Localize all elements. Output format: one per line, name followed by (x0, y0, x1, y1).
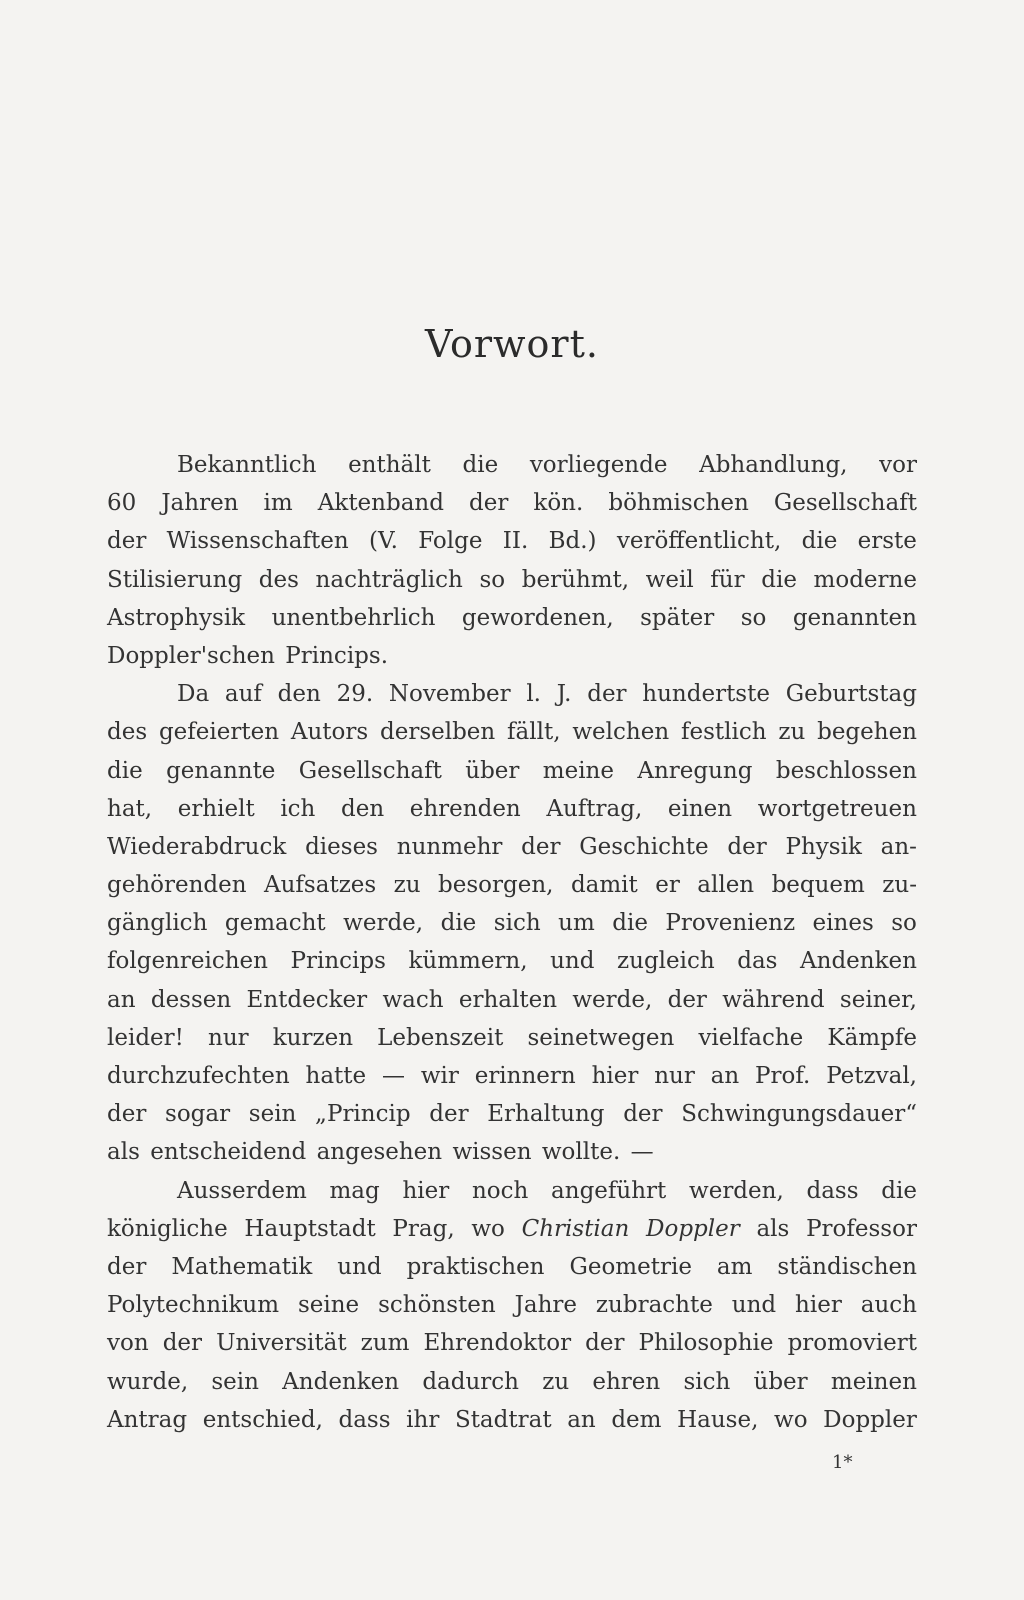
text-line: folgenreichen Princips kümmern, und zugleich das Andenken (107, 948, 917, 975)
text-line: leider! nur kurzen Lebenszeit seinetwegen vielfache Kämpfe (107, 1024, 917, 1051)
text-line: durchzufechten hatte — wir erinnern hier nur an Prof. Petzval, (107, 1063, 917, 1089)
text-line: gehörenden Aufsatzes zu besorgen, damit er allen bequem zu- (107, 872, 917, 899)
text-line: Wiederabdruck dieses nunmehr der Geschichte der Physik an- (107, 833, 917, 860)
text-line: gänglich gemacht werde, die sich um die Provenienz eines so (107, 910, 917, 937)
text-line: der sogar sein „Princip der Erhaltung der Schwingungsdauer“ (107, 1101, 917, 1128)
text-line: Da auf den 29. November l. J. der hundertste Geburtstag (177, 681, 917, 708)
text-line: der Mathematik und praktischen Geometrie am ständischen (107, 1253, 917, 1280)
text-line: 60 Jahren im Aktenband der kön. böhmischen Gesellschaft (107, 490, 917, 517)
text-line: Stilisierung des nachträglich so berühmt, weil für die moderne (107, 566, 917, 593)
text-line: als entscheidend angesehen wissen wollte. — (107, 1139, 654, 1166)
text-line: Polytechnikum seine schönsten Jahre zubrachte und hier auch (107, 1292, 917, 1319)
text-line: Astrophysik unentbehrlich gewordenen, später so genannten (107, 604, 917, 631)
text-line: hat, erhielt ich den ehrenden Auftrag, einen wortgetreuen (107, 795, 917, 822)
page-title: Vorwort. (425, 322, 599, 366)
text-line: der Wissenschaften (V. Folge II. Bd.) veröffentlicht, die erste (107, 528, 917, 555)
text-line: Doppler'schen Princips. (107, 642, 389, 669)
page-number: 1* (832, 1452, 853, 1473)
text-line: königliche Hauptstadt Prag, wo Christian Doppler als Professor (107, 1215, 917, 1242)
text-line: wurde, sein Andenken dadurch zu ehren sich über meinen (107, 1368, 917, 1395)
text-line: Bekanntlich enthält die vorliegende Abhandlung, vor (177, 452, 917, 478)
body-text (107, 446, 917, 1439)
text-line: Ausserdem mag hier noch angeführt werden, dass die (177, 1177, 917, 1204)
text-line: Antrag entschied, dass ihr Stadtrat an dem Hause, wo Doppler (107, 1406, 917, 1433)
text-line: die genannte Gesellschaft über meine Anregung beschlossen (107, 757, 917, 784)
text-line: von der Universität zum Ehrendoktor der Philosophie promoviert (107, 1330, 917, 1357)
text-line: des gefeierten Autors derselben fällt, welchen festlich zu begehen (107, 719, 917, 746)
text-line: an dessen Entdecker wach erhalten werde, der während seiner, (107, 986, 917, 1013)
